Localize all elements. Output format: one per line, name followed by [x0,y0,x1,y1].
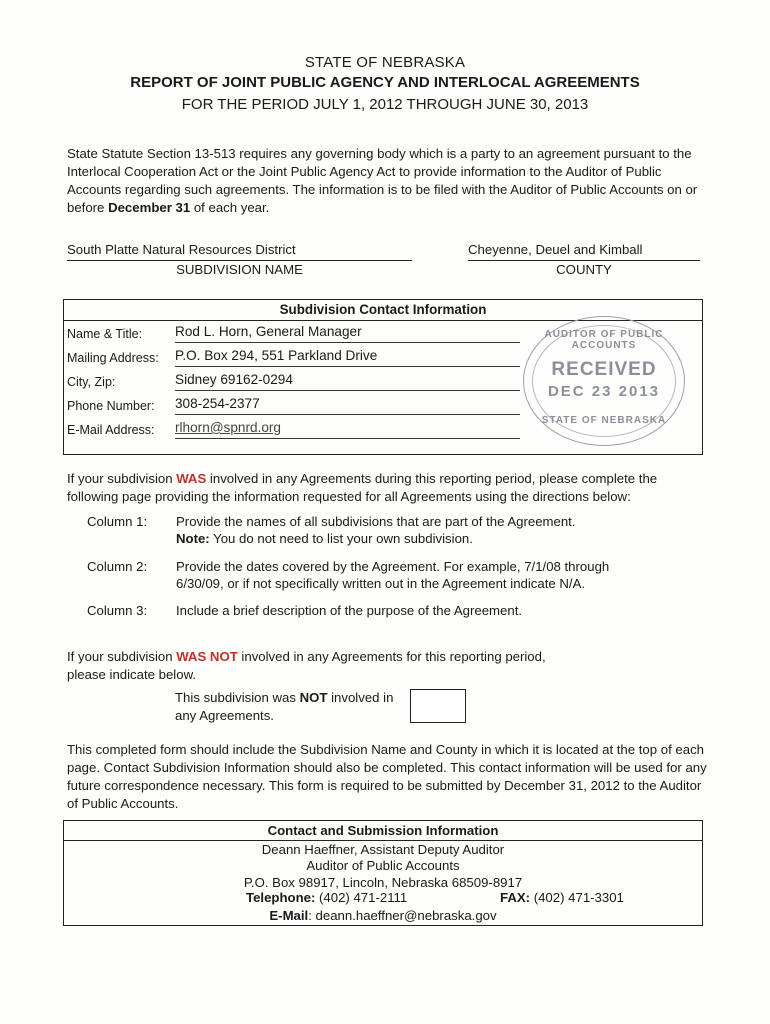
was-not-text: If your subdivision [67,649,177,664]
stamp-date-text: DEC 23 2013 [547,383,661,400]
telephone-line [246,890,407,905]
email-label: E-Mail [269,908,309,923]
column-3-text: Include a brief description of the purpose of the Agreement. [176,603,523,618]
column-label: Column 3: [87,603,148,618]
email-line [64,907,702,924]
column-1-note-label: Note: [176,531,210,546]
intro-text-end: of each year. [190,200,270,215]
column-1-note: You do not need to list your own subdivision. [209,531,473,546]
county-label: COUNTY [556,262,612,277]
intro-text: State Statute Section 13-513 requires any governing body which is a party to an agreement pursuant to the Interlocal Cooperation Act or the Joint Public Agency Act to provide information to the Auditor of Public Accounts regarding such agreements. The information is to be filed with the Auditor of Public Accounts on or before [67,146,698,215]
not-involved-checkbox[interactable] [410,689,466,723]
was-not-involved-paragraph [67,648,587,684]
subdivision-name-field[interactable]: South Platte Natural Resources District [67,242,412,261]
county-field[interactable]: Cheyenne, Deuel and Kimball [468,242,700,261]
phone-field[interactable]: 308-254-2377 [175,396,520,415]
name-title-field[interactable]: Rod L. Horn, General Manager [175,324,520,343]
column-text [176,513,646,547]
fax-value: (402) 471-3301 [530,890,624,905]
closing-paragraph: This completed form should include the Subdivision Name and County in which it is located at the top of each page. Contact Subdivision Information should also be completed. This contact information will be used for any future correspondence necessary. This form is required to be submitted by December 31, 2012 to the Auditor of Public Accounts. [67,742,707,811]
subdivision-name-label: SUBDIVISION NAME [176,262,303,277]
contact-label: Mailing Address: [67,351,159,365]
contact-box-title: Subdivision Contact Information [64,300,702,321]
auditor-name: Deann Haeffner, Assistant Deputy Auditor [261,842,505,857]
fax-line [500,890,624,905]
was-text: If your subdivision [67,471,177,486]
column-label: Column 2: [87,559,148,574]
submission-info-box [63,820,703,926]
column-2-text: Provide the dates covered by the Agreement. For example, 7/1/08 through 6/30/09, or if not specifically written out in the Agreement indicate N/A. [176,559,610,591]
was-involved-paragraph [67,470,707,506]
not-involved-statement [175,689,415,725]
not-involved-text-end: involved in any Agreements. [175,690,394,723]
email-value[interactable]: : deann.haeffner@nebraska.gov [308,908,497,923]
intro-deadline: December 31 [108,200,191,215]
received-stamp [523,316,685,446]
intro-paragraph [67,145,707,217]
city-zip-field[interactable]: Sidney 69162-0294 [175,372,520,391]
auditor-office: Auditor of Public Accounts [306,858,460,873]
was-not-highlight: WAS NOT [176,649,238,664]
mailing-address-field[interactable]: P.O. Box 294, 551 Parkland Drive [175,348,520,367]
stamp-top-text: AUDITOR OF PUBLIC ACCOUNTS [544,329,664,351]
header-period: FOR THE PERIOD JULY 1, 2012 THROUGH JUNE 30, 2013 [181,96,589,113]
email-link[interactable]: rlhorn@spnrd.org [175,420,281,435]
not-involved-bold: NOT [299,690,328,705]
telephone-value: (402) 471-2111 [315,890,408,905]
was-not-text-end: involved in any Agreements for this reporting period, please indicate below. [67,649,546,682]
was-text-end: involved in any Agreements during this reporting period, please complete the following page providing the information requested for all Agreements using the directions below: [67,471,658,504]
contact-label: E-Mail Address: [67,423,155,437]
telephone-label: Telephone: [246,890,316,905]
contact-label: Phone Number: [67,399,155,413]
submission-box-title: Contact and Submission Information [64,821,702,841]
contact-label: City, Zip: [67,375,116,389]
header-report-title: REPORT OF JOINT PUBLIC AGENCY AND INTERLOCAL AGREEMENTS [130,74,640,91]
header-state: STATE OF NEBRASKA [304,54,466,71]
auditor-address: P.O. Box 98917, Lincoln, Nebraska 68509-8917 [243,875,523,890]
email-field[interactable] [175,420,520,439]
was-highlight: WAS [176,471,207,486]
column-1-text: Provide the names of all subdivisions that are part of the Agreement. [176,514,576,529]
stamp-bottom-text: STATE OF NEBRASKA [541,415,667,426]
stamp-received-text: RECEIVED [551,359,657,380]
not-involved-text: This subdivision was [175,690,300,705]
contact-label: Name & Title: [67,327,143,341]
column-label: Column 1: [87,514,148,529]
fax-label: FAX: [500,890,531,905]
